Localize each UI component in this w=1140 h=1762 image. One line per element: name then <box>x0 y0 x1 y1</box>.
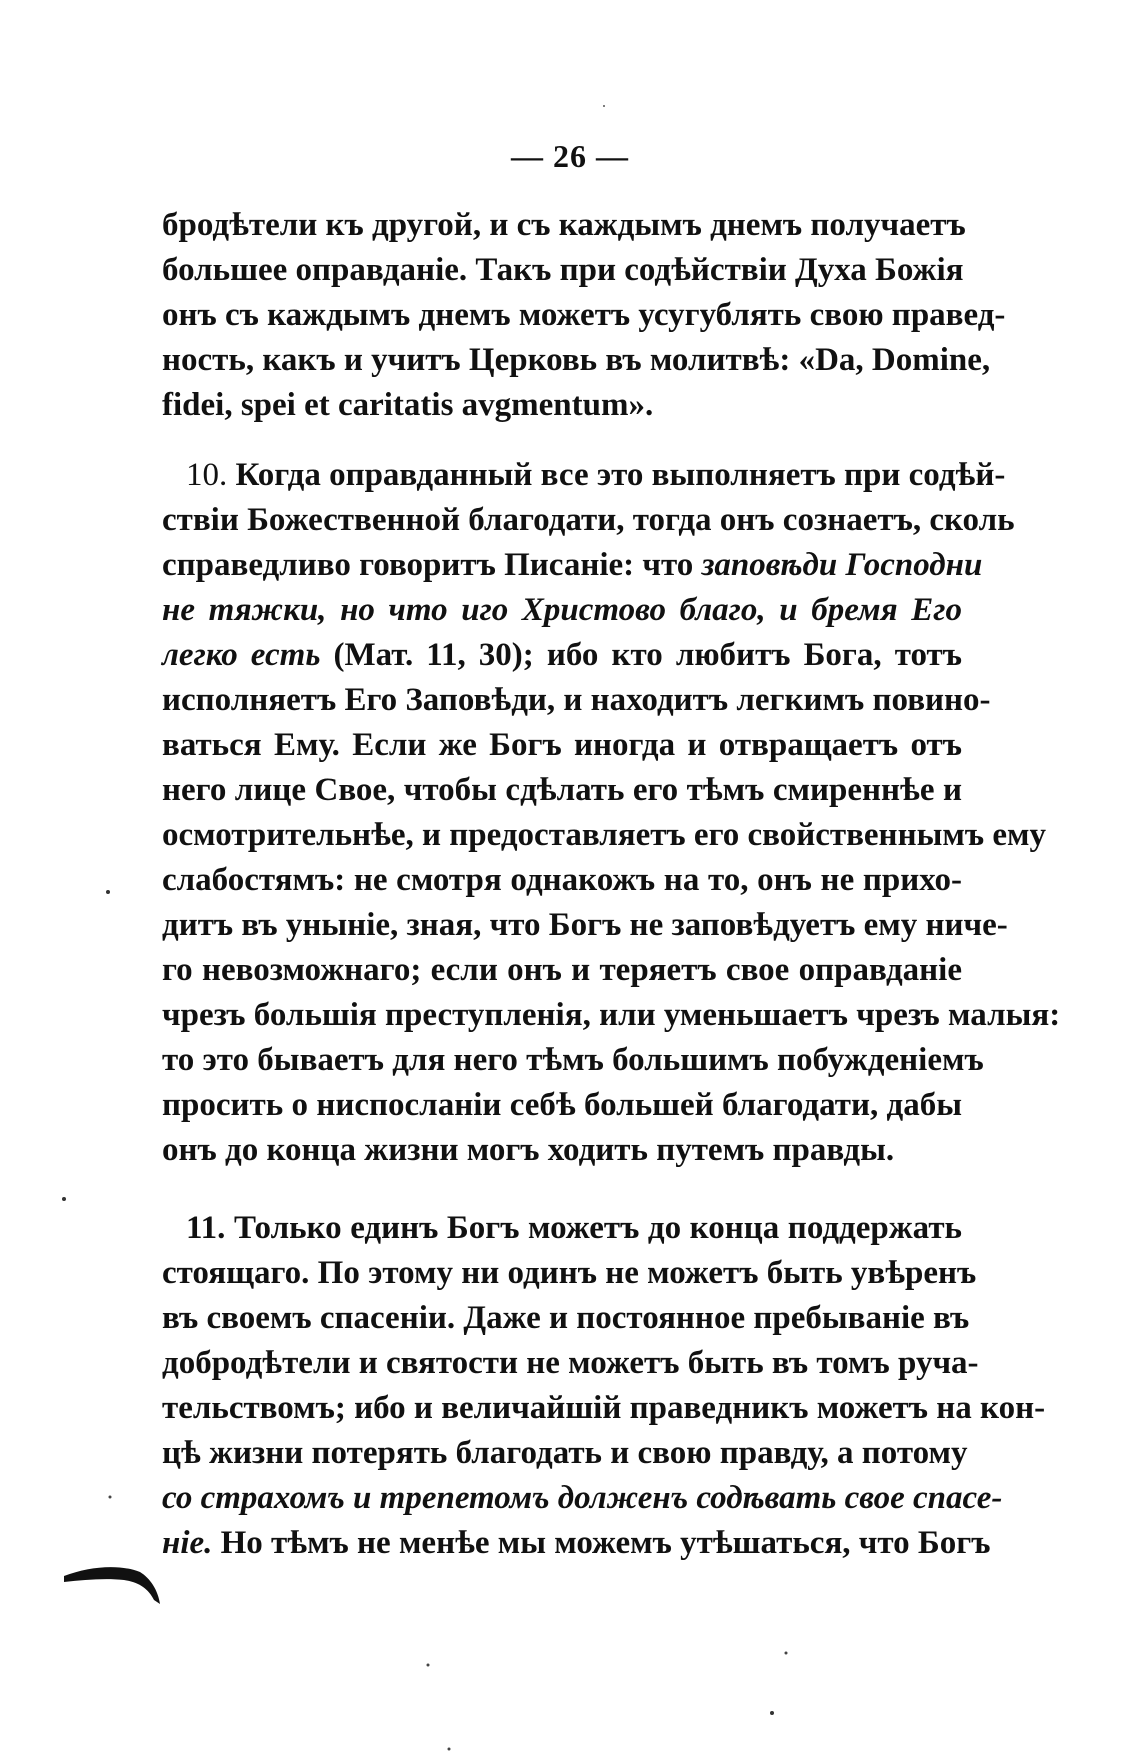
speck <box>106 890 110 894</box>
text-line: го невозможнаго; если онъ и теряетъ свое оправданіе <box>162 952 962 988</box>
speck <box>448 1748 451 1751</box>
scripture-quote: не тяжки, но что иго Христово благо, и бремя Его <box>162 592 962 628</box>
text-line: дитъ въ уныніе, зная, что Богъ не заповѣдуетъ ему ниче- <box>162 907 1008 943</box>
paragraph-number: 10. <box>186 457 228 493</box>
scripture-quote: со страхомъ и трепетомъ долженъ содѣвать свое спасе- <box>162 1480 1003 1516</box>
text-line: добродѣтели и святости не можетъ быть въ томъ руча- <box>162 1345 979 1381</box>
text-line: онъ съ каждымъ днемъ можетъ усугублять свою правед- <box>162 297 1006 333</box>
text-line: него лице Свое, чтобы сдѣлать его тѣмъ смиреннѣе и <box>162 772 962 808</box>
text-line: ствіи Божественной благодати, тогда онъ сознаетъ, сколь <box>162 502 1015 538</box>
text-line: осмотрительнѣе, и предоставляетъ его свойственнымъ ему <box>162 817 1046 853</box>
text-line: fidei, spei et caritatis avgmentum». <box>162 387 654 423</box>
text-segment: Но тѣмъ не менѣе мы можемъ утѣшаться, что Богъ <box>212 1525 991 1561</box>
speck <box>427 1664 430 1667</box>
speck <box>603 105 605 107</box>
text-line: большее оправданіе. Такъ при содѣйствіи Духа Божія <box>162 252 964 288</box>
speck <box>109 1496 112 1499</box>
text-line: въ своемъ спасеніи. Даже и постоянное пребываніе въ <box>162 1300 970 1336</box>
text-line: бродѣтели къ другой, и съ каждымъ днемъ получаетъ <box>162 207 966 243</box>
text-line: онъ до конца жизни могъ ходить путемъ правды. <box>162 1132 895 1168</box>
speck <box>785 1652 788 1655</box>
text-line: слабостямъ: не смотря однакожъ на то, онъ не прихо- <box>162 862 962 898</box>
text-line: исполняетъ Его Заповѣди, и находитъ легкимъ повино- <box>162 682 991 718</box>
text-line: тельствомъ; ибо и величайшій праведникъ можетъ на кон- <box>162 1390 1046 1426</box>
text-segment: (Мат. 11, 30); ибо кто любитъ Бога, тотъ <box>320 637 962 673</box>
paragraph-number: 11. <box>186 1210 226 1246</box>
speck <box>770 1711 774 1715</box>
ink-stroke-mark <box>64 1567 160 1604</box>
text-line: чрезъ большія преступленія, или уменьшаетъ чрезъ малыя: <box>162 997 1061 1033</box>
scripture-quote: легко есть <box>162 637 321 673</box>
text-segment: Только единъ Богъ можетъ до конца поддержать <box>225 1210 962 1246</box>
scripture-quote: ніе. <box>162 1525 213 1561</box>
text-segment: справедливо говоритъ Писаніе: что <box>162 547 702 583</box>
text-line: стоящаго. По этому ни одинъ не можетъ быть увѣренъ <box>162 1255 977 1291</box>
speck <box>62 1197 66 1201</box>
text-line: то это бываетъ для него тѣмъ большимъ побужденіемъ <box>162 1042 984 1078</box>
text-line: ность, какъ и учитъ Церковь въ молитвѣ: «Da, Domine, <box>162 342 991 378</box>
text-line: ваться Ему. Если же Богъ иногда и отвращаетъ отъ <box>162 727 962 763</box>
scripture-quote: заповѣди Господни <box>701 547 983 583</box>
text-line: цѣ жизни потерять благодать и свою правду, а потому <box>162 1435 968 1471</box>
text-segment: Когда оправданный все это выполняетъ при содѣй- <box>227 457 1006 493</box>
text-line: просить о ниспосланіи себѣ большей благодати, дабы <box>162 1087 962 1123</box>
page-number: — 26 — <box>511 138 629 174</box>
